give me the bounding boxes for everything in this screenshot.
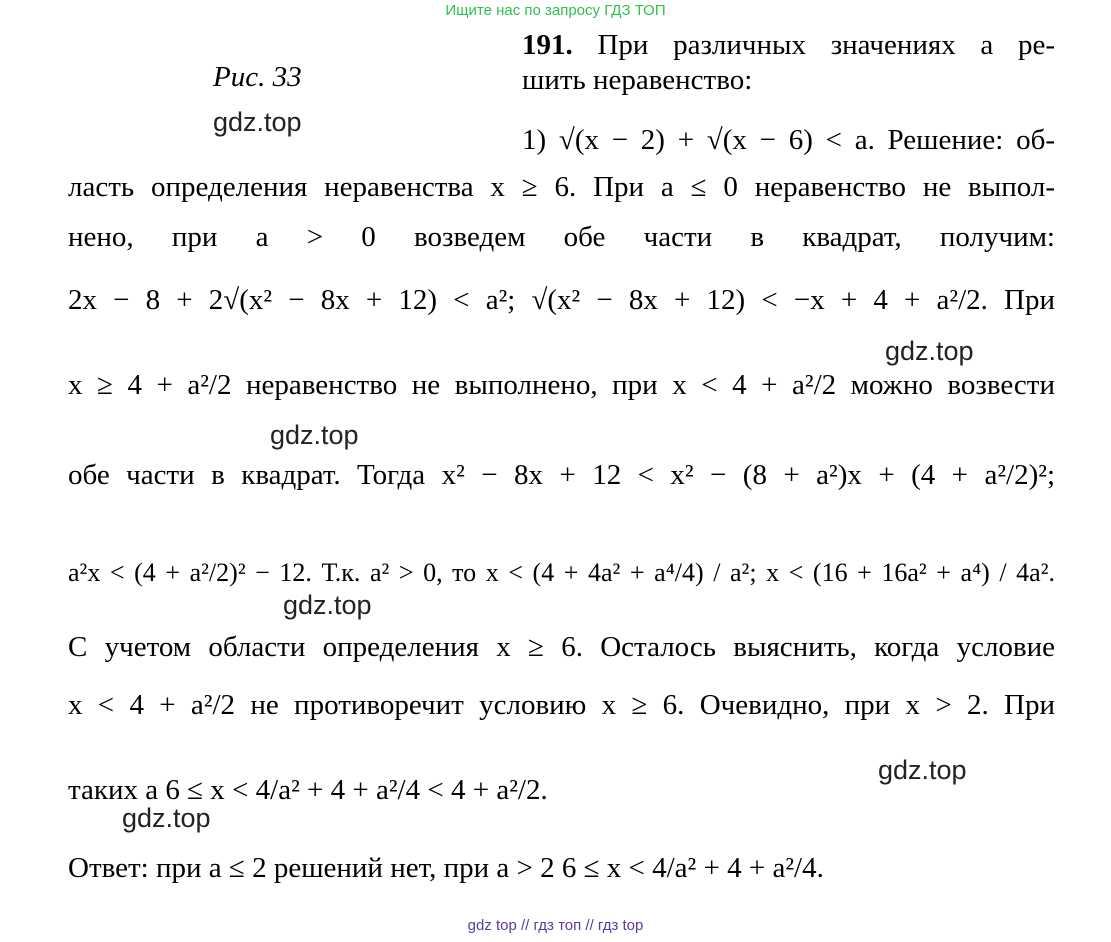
text-line: таких a 6 ≤ x < 4/a² + 4 + a²/4 < 4 + a²/2. bbox=[68, 774, 548, 806]
problem-number: 191. bbox=[522, 29, 573, 61]
text-line: ласть определения неравенства x ≥ 6. При a ≤ 0 неравенство не выпол- bbox=[68, 171, 1055, 203]
search-banner: Ищите нас по запросу ГДЗ ТОП bbox=[445, 2, 666, 19]
problem-title-line2: шить неравенство: bbox=[522, 64, 753, 96]
footer-watermark: gdz top // гдз топ // гдз top bbox=[467, 917, 644, 934]
text-line: 1) √(x − 2) + √(x − 6) < a. Решение: об- bbox=[522, 124, 1055, 156]
figure-caption: Рис. 33 bbox=[213, 61, 302, 93]
watermark: gdz.top bbox=[122, 803, 211, 833]
watermark: gdz.top bbox=[885, 336, 974, 366]
answer-line: Ответ: при a ≤ 2 решений нет, при a > 2 6 ≤ x < 4/a² + 4 + a²/4. bbox=[68, 852, 824, 884]
text-line: С учетом области определения x ≥ 6. Осталось выяснить, когда условие bbox=[68, 631, 1055, 663]
watermark: gdz.top bbox=[878, 755, 967, 785]
watermark: gdz.top bbox=[213, 107, 302, 137]
text-line: x ≥ 4 + a²/2 неравенство не выполнено, при x < 4 + a²/2 можно возвести bbox=[68, 369, 1055, 401]
watermark: gdz.top bbox=[270, 420, 359, 450]
formula-line: a²x < (4 + a²/2)² − 12. Т.к. a² > 0, то x < (4 + 4a² + a⁴/4) / a²; x < (16 + 16a² + a⁴) / 4a². bbox=[68, 558, 1055, 587]
problem-title bbox=[522, 28, 1055, 62]
formula-line: обе части в квадрат. Тогда x² − 8x + 12 < x² − (8 + a²)x + (4 + a²/2)²; bbox=[68, 459, 1055, 491]
problem-title-text: При различных значениях a ре- bbox=[597, 29, 1056, 61]
text-line: x < 4 + a²/2 не противоречит условию x ≥ 6. Очевидно, при x > 2. При bbox=[68, 689, 1055, 721]
text-line: нено, при a > 0 возведем обе части в квадрат, получим: bbox=[68, 221, 1055, 253]
formula-line: 2x − 8 + 2√(x² − 8x + 12) < a²; √(x² − 8x + 12) < −x + 4 + a²/2. При bbox=[68, 284, 1055, 316]
watermark: gdz.top bbox=[283, 590, 372, 620]
